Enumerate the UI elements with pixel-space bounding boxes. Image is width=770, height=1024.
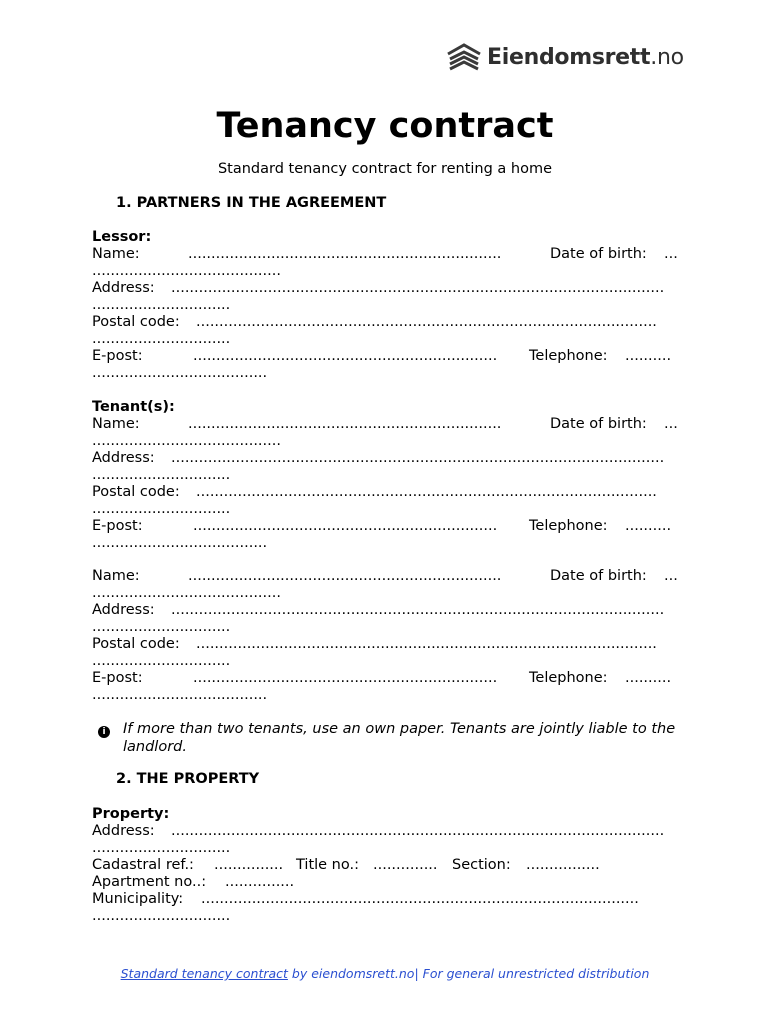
postal-field: ....................................................................................................	[196, 636, 657, 652]
tenant-2-block	[92, 568, 682, 704]
cadastral-label: Cadastral ref.:	[92, 857, 194, 873]
municipality-label: Municipality:	[92, 891, 184, 907]
telephone-field: ..........	[625, 518, 672, 534]
postal-field: ....................................................................................................	[196, 484, 657, 500]
address-field: ...........................................................................................................	[171, 602, 665, 618]
name-label: Name:	[92, 416, 140, 432]
footer-link[interactable]: Standard tenancy contract	[120, 966, 288, 981]
tenant-1-epost-row	[92, 518, 682, 535]
logo-wordmark: Eiendomsrett.no	[487, 44, 684, 70]
dob-field: ...	[664, 416, 678, 432]
postal-label: Postal code:	[92, 484, 180, 500]
postal-cont: ..............................	[92, 331, 231, 347]
lessor-epost-row	[92, 348, 682, 365]
telephone-label: Telephone:	[529, 518, 608, 534]
lessor-postal-row	[92, 314, 682, 331]
cadastral-row	[92, 857, 682, 874]
address-field: ...........................................................................................................	[171, 450, 665, 466]
tenant-2-postal-row	[92, 636, 682, 653]
tenant-1-block	[92, 399, 682, 552]
tenants-label: Tenant(s):	[92, 399, 175, 415]
postal-cont: ..............................	[92, 653, 231, 669]
telephone-cont: ......................................	[92, 365, 268, 381]
tenant-1-address-row	[92, 450, 682, 467]
epost-field: ..................................................................	[193, 670, 498, 686]
telephone-cont: ......................................	[92, 535, 268, 551]
document-subtitle: Standard tenancy contract for renting a home	[217, 161, 553, 177]
section-field: ................	[526, 857, 600, 873]
name-field: ....................................................................	[188, 416, 502, 432]
name-field: ....................................................................	[188, 568, 502, 584]
property-address-row	[92, 823, 682, 840]
tenant-1-postal-row	[92, 484, 682, 501]
apartment-row	[92, 874, 682, 891]
address-label: Address:	[92, 602, 155, 618]
lessor-name-row	[92, 246, 682, 263]
dob-label: Date of birth:	[550, 568, 647, 584]
name-label: Name:	[92, 246, 140, 262]
address-field: ...........................................................................................................	[171, 280, 665, 296]
lessor-label: Lessor:	[92, 229, 152, 245]
dob-cont: .........................................	[92, 433, 281, 449]
tenant-2-name-row	[92, 568, 682, 585]
dob-cont: .........................................	[92, 585, 281, 601]
section-label: Section:	[452, 857, 511, 873]
dob-field: ...	[664, 568, 678, 584]
postal-field: ....................................................................................................	[196, 314, 657, 330]
footer	[0, 966, 770, 981]
address-label: Address:	[92, 280, 155, 296]
telephone-field: ..........	[625, 348, 672, 364]
municipality-cont: ..............................	[92, 908, 231, 924]
telephone-cont: ......................................	[92, 687, 268, 703]
postal-cont: ..............................	[92, 501, 231, 517]
address-field: ...........................................................................................................	[171, 823, 665, 839]
epost-field: ..................................................................	[193, 348, 498, 364]
tenant-1-name-row	[92, 416, 682, 433]
section-1-heading: 1. PARTNERS IN THE AGREEMENT	[116, 195, 387, 211]
postal-label: Postal code:	[92, 314, 180, 330]
apartment-label: Apartment no..:	[92, 874, 207, 890]
address-label: Address:	[92, 450, 155, 466]
postal-label: Postal code:	[92, 636, 180, 652]
telephone-label: Telephone:	[529, 670, 608, 686]
epost-label: E-post:	[92, 670, 143, 686]
brand-logo	[446, 42, 684, 72]
dob-cont: .........................................	[92, 263, 281, 279]
document-title: Tenancy contract	[216, 106, 554, 146]
note-text: If more than two tenants, use an own paper. Tenants are jointly liable to the landlord.	[123, 721, 676, 755]
name-field: ....................................................................	[188, 246, 502, 262]
lessor-block	[92, 229, 682, 382]
cadastral-field: ...............	[214, 857, 284, 873]
dob-label: Date of birth:	[550, 246, 647, 262]
address-cont: ..............................	[92, 467, 231, 483]
property-block	[92, 806, 682, 925]
dob-field: ...	[664, 246, 678, 262]
address-cont: ..............................	[92, 619, 231, 635]
apartment-field: ...............	[225, 874, 295, 890]
telephone-field: ..........	[625, 670, 672, 686]
municipality-field: ...............................................................................................	[201, 891, 639, 907]
title-no-label: Title no.:	[296, 857, 359, 873]
epost-label: E-post:	[92, 518, 143, 534]
municipality-row	[92, 891, 682, 908]
dob-label: Date of birth:	[550, 416, 647, 432]
section-2-heading: 2. THE PROPERTY	[116, 771, 260, 787]
house-logo-icon	[446, 43, 482, 71]
address-cont: ..............................	[92, 297, 231, 313]
property-label: Property:	[92, 806, 170, 822]
tenant-2-address-row	[92, 602, 682, 619]
title-no-field: ..............	[373, 857, 438, 873]
tenant-2-epost-row	[92, 670, 682, 687]
address-cont: ..............................	[92, 840, 231, 856]
footer-text: by eiendomsrett.no| For general unrestricted distribution	[287, 966, 650, 981]
address-label: Address:	[92, 823, 155, 839]
info-icon: i	[98, 726, 110, 738]
lessor-address-row	[92, 280, 682, 297]
epost-label: E-post:	[92, 348, 143, 364]
telephone-label: Telephone:	[529, 348, 608, 364]
epost-field: ..................................................................	[193, 518, 498, 534]
name-label: Name:	[92, 568, 140, 584]
